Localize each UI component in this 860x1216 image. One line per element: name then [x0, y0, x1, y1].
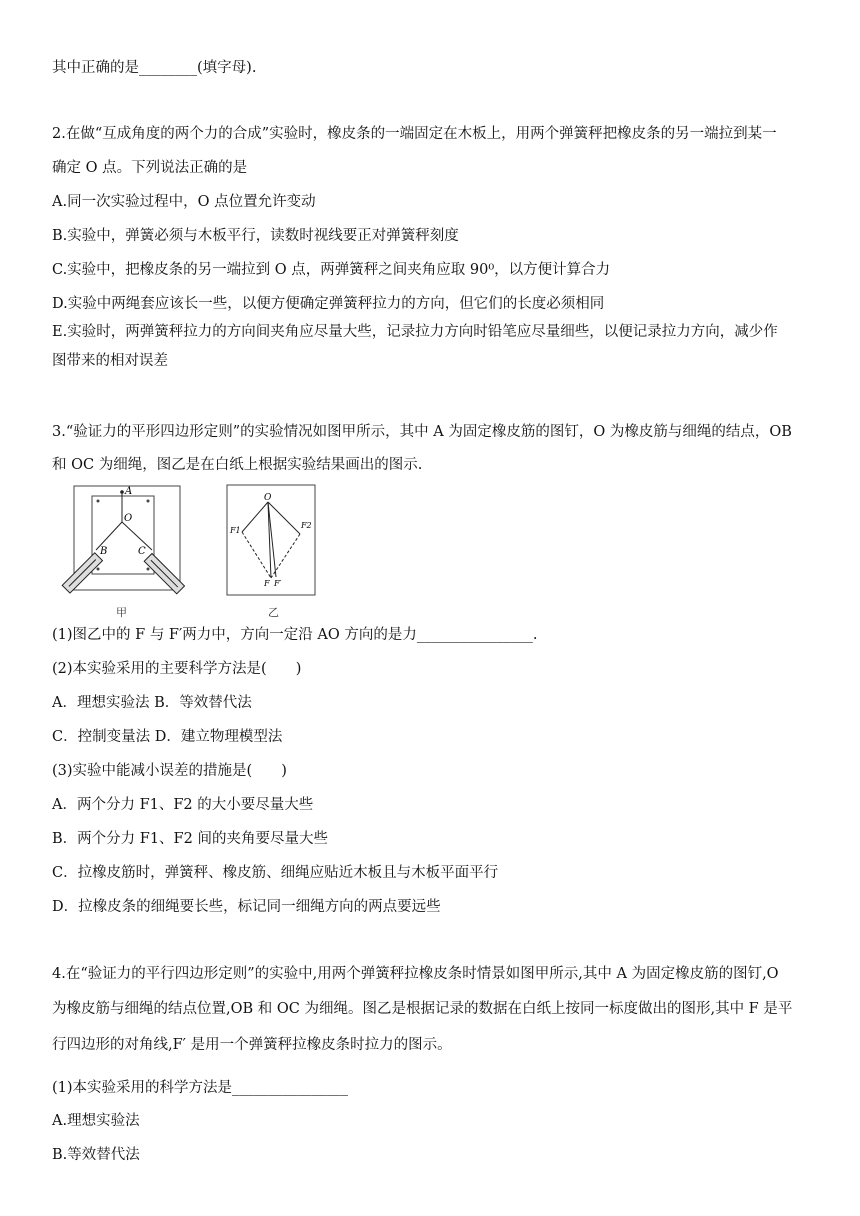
q3-sub1: (1)图乙中的 F 与 F′两力中，方向一定沿 AO 方向的是力________________. [52, 627, 538, 643]
label-o: O [264, 493, 272, 503]
q2-line-1: 2.在做“互成角度的两个力的合成”实验时，橡皮条的一端固定在木板上，用两个弹簧秤把橡皮条的另一端拉到某一 [52, 126, 777, 142]
label-f-prime: F′ [274, 579, 282, 588]
q2-option-b: B.实验中，弹簧必须与木板平行，读数时视线要正对弹簧秤刻度 [52, 228, 459, 244]
q4-line-3: 行四边形的对角线,F′ 是用一个弹簧秤拉橡皮条时拉力的图示。 [52, 1037, 452, 1053]
label-f: F [264, 579, 270, 588]
q4-option-a: A.理想实验法 [52, 1113, 140, 1129]
q4-line-1: 4.在“验证力的平行四边形定则”的实验中,用两个弹簧秤拉橡皮条时情景如图甲所示,其中 A 为固定橡皮筋的图钉,O [52, 966, 779, 982]
q3-sub3-option-b: B．两个分力 F1、F2 间的夹角要尽量大些 [52, 831, 328, 847]
q3-sub3-option-d: D．拉橡皮条的细绳要长些，标记同一细绳方向的两点要远些 [52, 899, 441, 915]
q4-line-2: 为橡皮筋与细绳的结点位置,OB 和 OC 为细绳。图乙是根据记录的数据在白纸上按同一标度做出的图形,其中 F 是平 [52, 1001, 793, 1017]
q3-sub2-options-ab: A．理想实验法 B．等效替代法 [52, 695, 252, 711]
label-f2: F2 [301, 521, 312, 530]
q4-sub1: (1)本实验采用的科学方法是________________ [52, 1080, 349, 1096]
q2-option-c: C.实验中，把橡皮条的另一端拉到 O 点，两弹簧秤之间夹角应取 90⁰，以方便计算合力 [52, 262, 611, 278]
q4-option-b: B.等效替代法 [52, 1147, 140, 1163]
q2-option-a: A.同一次实验过程中，O 点位置允许变动 [52, 194, 316, 210]
q3-sub2-options-cd: C．控制变量法 D．建立物理模型法 [52, 729, 283, 745]
caption-yi: 乙 [268, 606, 279, 619]
line-1: 其中正确的是________(填字母). [52, 60, 257, 76]
q3-sub2: (2)本实验采用的主要科学方法是( ) [52, 661, 302, 677]
q2-option-e-2: 图带来的相对误差 [52, 353, 168, 369]
q3-sub3-option-a: A．两个分力 F1、F2 的大小要尽量大些 [52, 797, 314, 813]
label-f1: F1 [230, 526, 241, 535]
q3-line-1: 3.“验证力的平形四边形定则”的实验情况如图甲所示，其中 A 为固定橡皮筋的图钉，O 为橡皮筋与细绳的结点，OB [52, 424, 792, 440]
label-b: B [100, 546, 108, 557]
q2-option-e-1: E.实验时，两弹簧秤拉力的方向间夹角应尽量大些，记录拉力方向时铅笔应尽量细些，以便记录拉力方向，减少作 [52, 324, 778, 340]
figure-jia [52, 484, 192, 604]
q3-sub3-option-c: C．拉橡皮筋时，弹簧秤、橡皮筋、细绳应贴近木板且与木板平面平行 [52, 865, 499, 881]
label-c: C [138, 546, 146, 557]
label-a: A [125, 486, 133, 497]
label-o: O [124, 513, 133, 524]
q3-line-2: 和 OC 为细绳，图乙是在白纸上根据实验结果画出的图示. [52, 457, 423, 473]
q3-sub3: (3)实验中能减小误差的措施是( ) [52, 763, 287, 779]
figure-yi [226, 484, 318, 600]
caption-jia: 甲 [116, 606, 127, 619]
q2-option-d: D.实验中两绳套应该长一些，以便方便确定弹簧秤拉力的方向，但它们的长度必须相同 [52, 296, 605, 312]
q2-line-2: 确定 O 点。下列说法正确的是 [52, 160, 248, 176]
